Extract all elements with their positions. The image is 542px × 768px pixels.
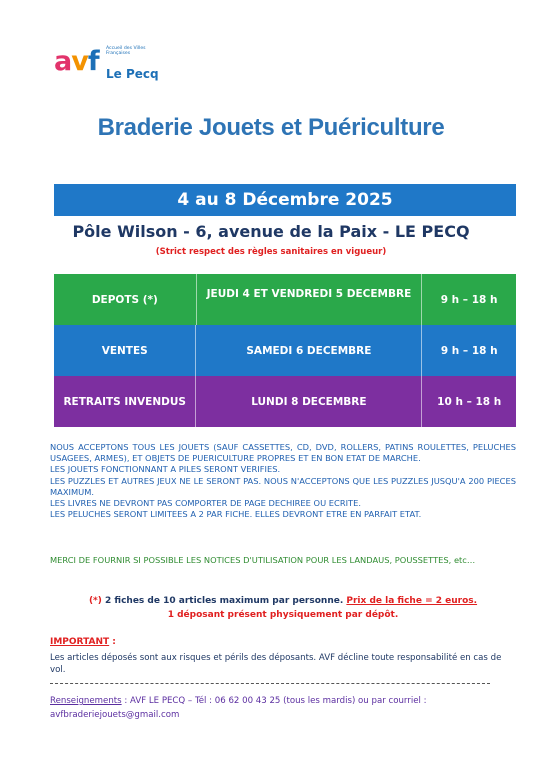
contact-text: : AVF LE PECQ – Tél : 06 62 00 43 25 (tous les mardis) ou par courriel : avfbraderiejouets@gmail.com (50, 696, 427, 720)
depositor-rule: 1 déposant présent physiquement par dépôt. (167, 610, 399, 620)
condition-line: LES PUZZLES ET AUTRES JEUX NE LE SERONT PAS. NOUS N'ACCEPTONS QUE LES PUZZLES JUSQU'A 200 PIECES MAXIMUM. (50, 475, 516, 497)
schedule-hours: 10 h – 18 h (437, 395, 502, 408)
fiche-limit (50, 596, 516, 606)
fiche-main: 2 fiches de 10 articles maximum par personne. (101, 596, 347, 606)
deposit-conditions (50, 442, 516, 520)
condition-line: LES JOUETS FONCTIONNANT A PILES SERONT VERIFIES. (50, 464, 281, 475)
avf-logo (54, 44, 184, 86)
avf-logo-mark: avf (54, 46, 99, 77)
schedule-row-ventes (54, 325, 516, 376)
contact-label: Renseignements (50, 696, 122, 706)
schedule-row-depots (54, 274, 516, 325)
important-text: Les articles déposés sont aux risques et périls des déposants. AVF décline toute responsabilité en cas de vol. (50, 653, 502, 675)
schedule-day: LUNDI 8 DECEMBRE (196, 376, 422, 427)
condition-line: LES PELUCHES SERONT LIMITEES A 2 PAR FICHE. ELLES DEVRONT ETRE EN PARFAIT ETAT. (50, 509, 422, 520)
fiche-asterisk: (*) (88, 596, 102, 606)
schedule-label: VENTES (54, 325, 196, 376)
schedule-day: JEUDI 4 ET VENDREDI 5 DECEMBRE (197, 274, 423, 325)
event-date-banner: 4 au 8 Décembre 2025 (54, 184, 516, 216)
schedule-label: RETRAITS INVENDUS (54, 376, 196, 427)
schedule-hours: 9 h – 18 h (440, 293, 498, 306)
schedule-label: DEPOTS (*) (54, 274, 197, 325)
page-title: Braderie Jouets et Puériculture (97, 114, 445, 141)
contact-info (50, 694, 518, 722)
notices-request: MERCI DE FOURNIR SI POSSIBLE LES NOTICES D'UTILISATION POUR LES LANDAUS, POUSSETTES, etc… (50, 555, 476, 565)
important-title: IMPORTANT (50, 637, 110, 647)
logo-city: Le Pecq (106, 67, 159, 81)
condition-line: LES LIVRES NE DEVRONT PAS COMPORTER DE PAGE DECHIREE OU ECRITE. (50, 498, 361, 509)
schedule-row-retraits (54, 376, 516, 427)
sanitary-note: (Strict respect des règles sanitaires en vigueur) (155, 247, 387, 257)
schedule-table (54, 274, 516, 427)
logo-tagline: Accueil des Villes Françaises (106, 46, 146, 56)
dashed-divider (50, 683, 490, 684)
event-venue: Pôle Wilson - 6, avenue de la Paix - LE PECQ (72, 222, 470, 241)
important-colon: : (109, 637, 116, 647)
schedule-hours: 9 h – 18 h (440, 344, 498, 357)
fiche-price: Prix de la fiche = 2 euros. (346, 596, 478, 606)
important-heading (50, 637, 116, 647)
condition-line: NOUS ACCEPTONS TOUS LES JOUETS (SAUF CASSETTES, CD, DVD, ROLLERS, PATINS ROULETTES, PELUCHES USAGEES, ARMES), ET OBJETS DE PUERICULTURE PROPRES ET EN BON ETAT DE MARCHE. (50, 442, 516, 464)
schedule-day: SAMEDI 6 DECEMBRE (196, 325, 422, 376)
